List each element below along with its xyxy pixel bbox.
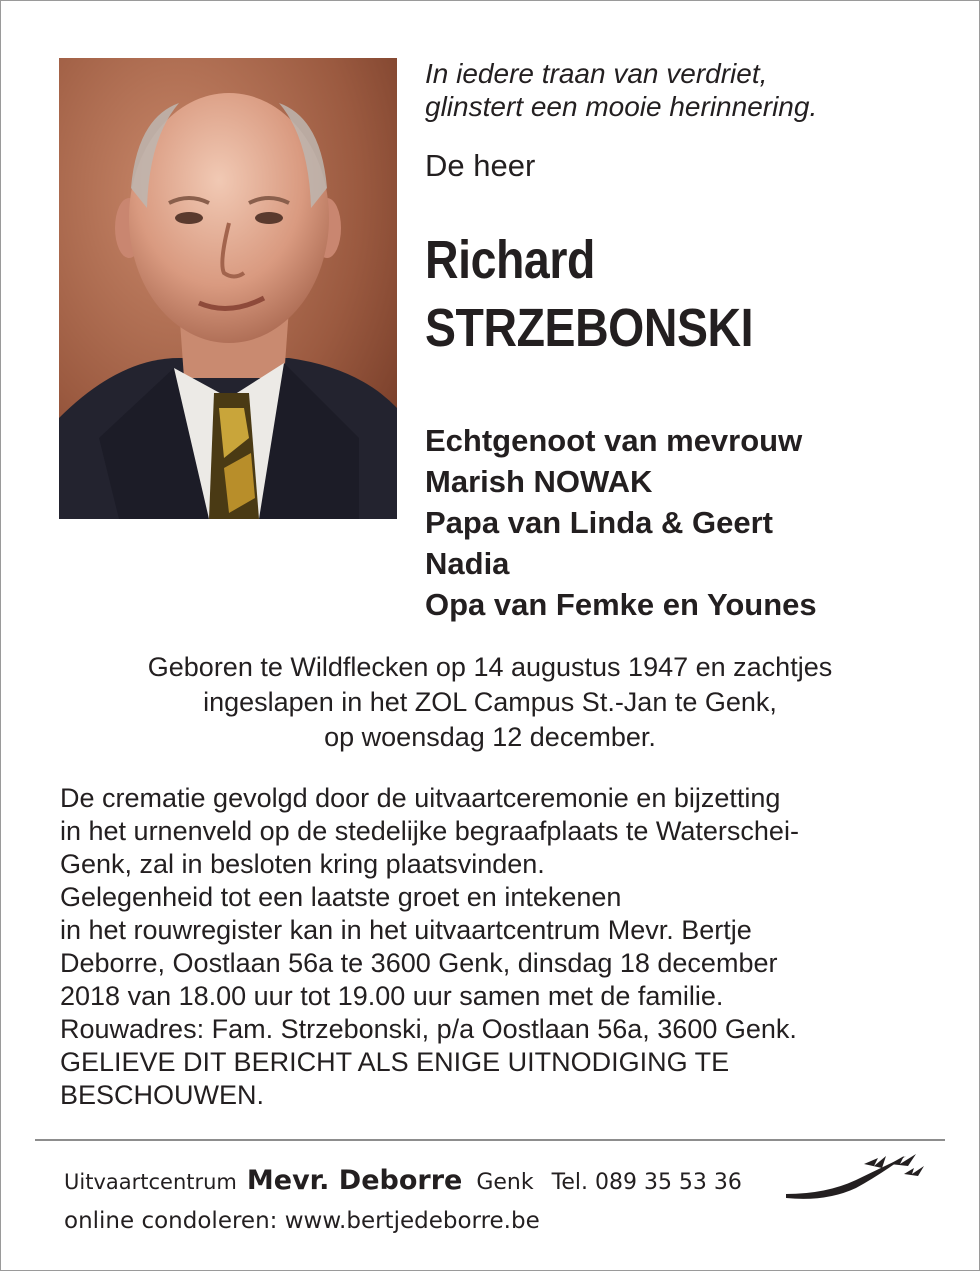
relation-line: Opa van Femke en Younes: [425, 587, 817, 622]
deceased-name: [425, 226, 753, 362]
birth-line: Geboren te Wildflecken op 14 augustus 1947 en zachtjes: [147, 652, 833, 682]
funeral-home-city: Genk: [476, 1170, 534, 1195]
salutation: De heer: [425, 148, 536, 183]
family-relations: [425, 420, 965, 625]
birth-line: op woensdag 12 december.: [324, 722, 656, 752]
birth-line: ingeslapen in het ZOL Campus St.-Jan te Genk,: [203, 687, 777, 717]
detail-line: Gelegenheid tot een laatste groet en intekenen: [60, 882, 622, 912]
funeral-home-brand: Mevr. Deborre: [246, 1165, 463, 1196]
last-name: STRZEBONSKI: [425, 298, 754, 358]
ceremony-details: [60, 782, 960, 1112]
detail-line: Genk, zal in besloten kring plaatsvinden.: [60, 849, 545, 879]
deceased-portrait-photo: [59, 58, 397, 519]
funeral-home-phone: Tel. 089 35 53 36: [551, 1170, 742, 1195]
detail-line: in het urnenveld op de stedelijke begraafplaats te Waterschei-: [60, 816, 799, 846]
quote-line: In iedere traan van verdriet,: [425, 58, 768, 89]
detail-line: De crematie gevolgd door de uitvaartceremonie en bijzetting: [60, 783, 781, 813]
birds-flying-logo-icon: [786, 1150, 926, 1204]
relation-line: Nadia: [425, 546, 510, 581]
funeral-home-prefix: Uitvaartcentrum: [64, 1170, 237, 1194]
online-condolence-link[interactable]: online condoleren: www.bertjedeborre.be: [64, 1208, 540, 1234]
detail-line: in het rouwregister kan in het uitvaartcentrum Mevr. Bertje: [60, 915, 752, 945]
detail-line: 2018 van 18.00 uur tot 19.00 uur samen met de familie.: [60, 981, 724, 1011]
detail-line: Rouwadres: Fam. Strzebonski, p/a Oostlaan 56a, 3600 Genk.: [60, 1014, 797, 1044]
detail-line: Deborre, Oostlaan 56a te 3600 Genk, dinsdag 18 december: [60, 948, 778, 978]
relation-line: Marish NOWAK: [425, 464, 653, 499]
detail-line: BESCHOUWEN.: [60, 1080, 265, 1110]
birth-death-info: [40, 650, 940, 755]
relation-line: Echtgenoot van mevrouw: [425, 423, 803, 458]
relation-line: Papa van Linda & Geert: [425, 505, 773, 540]
detail-line: GELIEVE DIT BERICHT ALS ENIGE UITNODIGING TE: [60, 1047, 730, 1077]
quote-line: glinstert een mooie herinnering.: [425, 91, 818, 122]
footer-divider: [35, 1139, 945, 1141]
first-name: Richard: [425, 230, 595, 290]
memorial-quote: [425, 57, 945, 123]
